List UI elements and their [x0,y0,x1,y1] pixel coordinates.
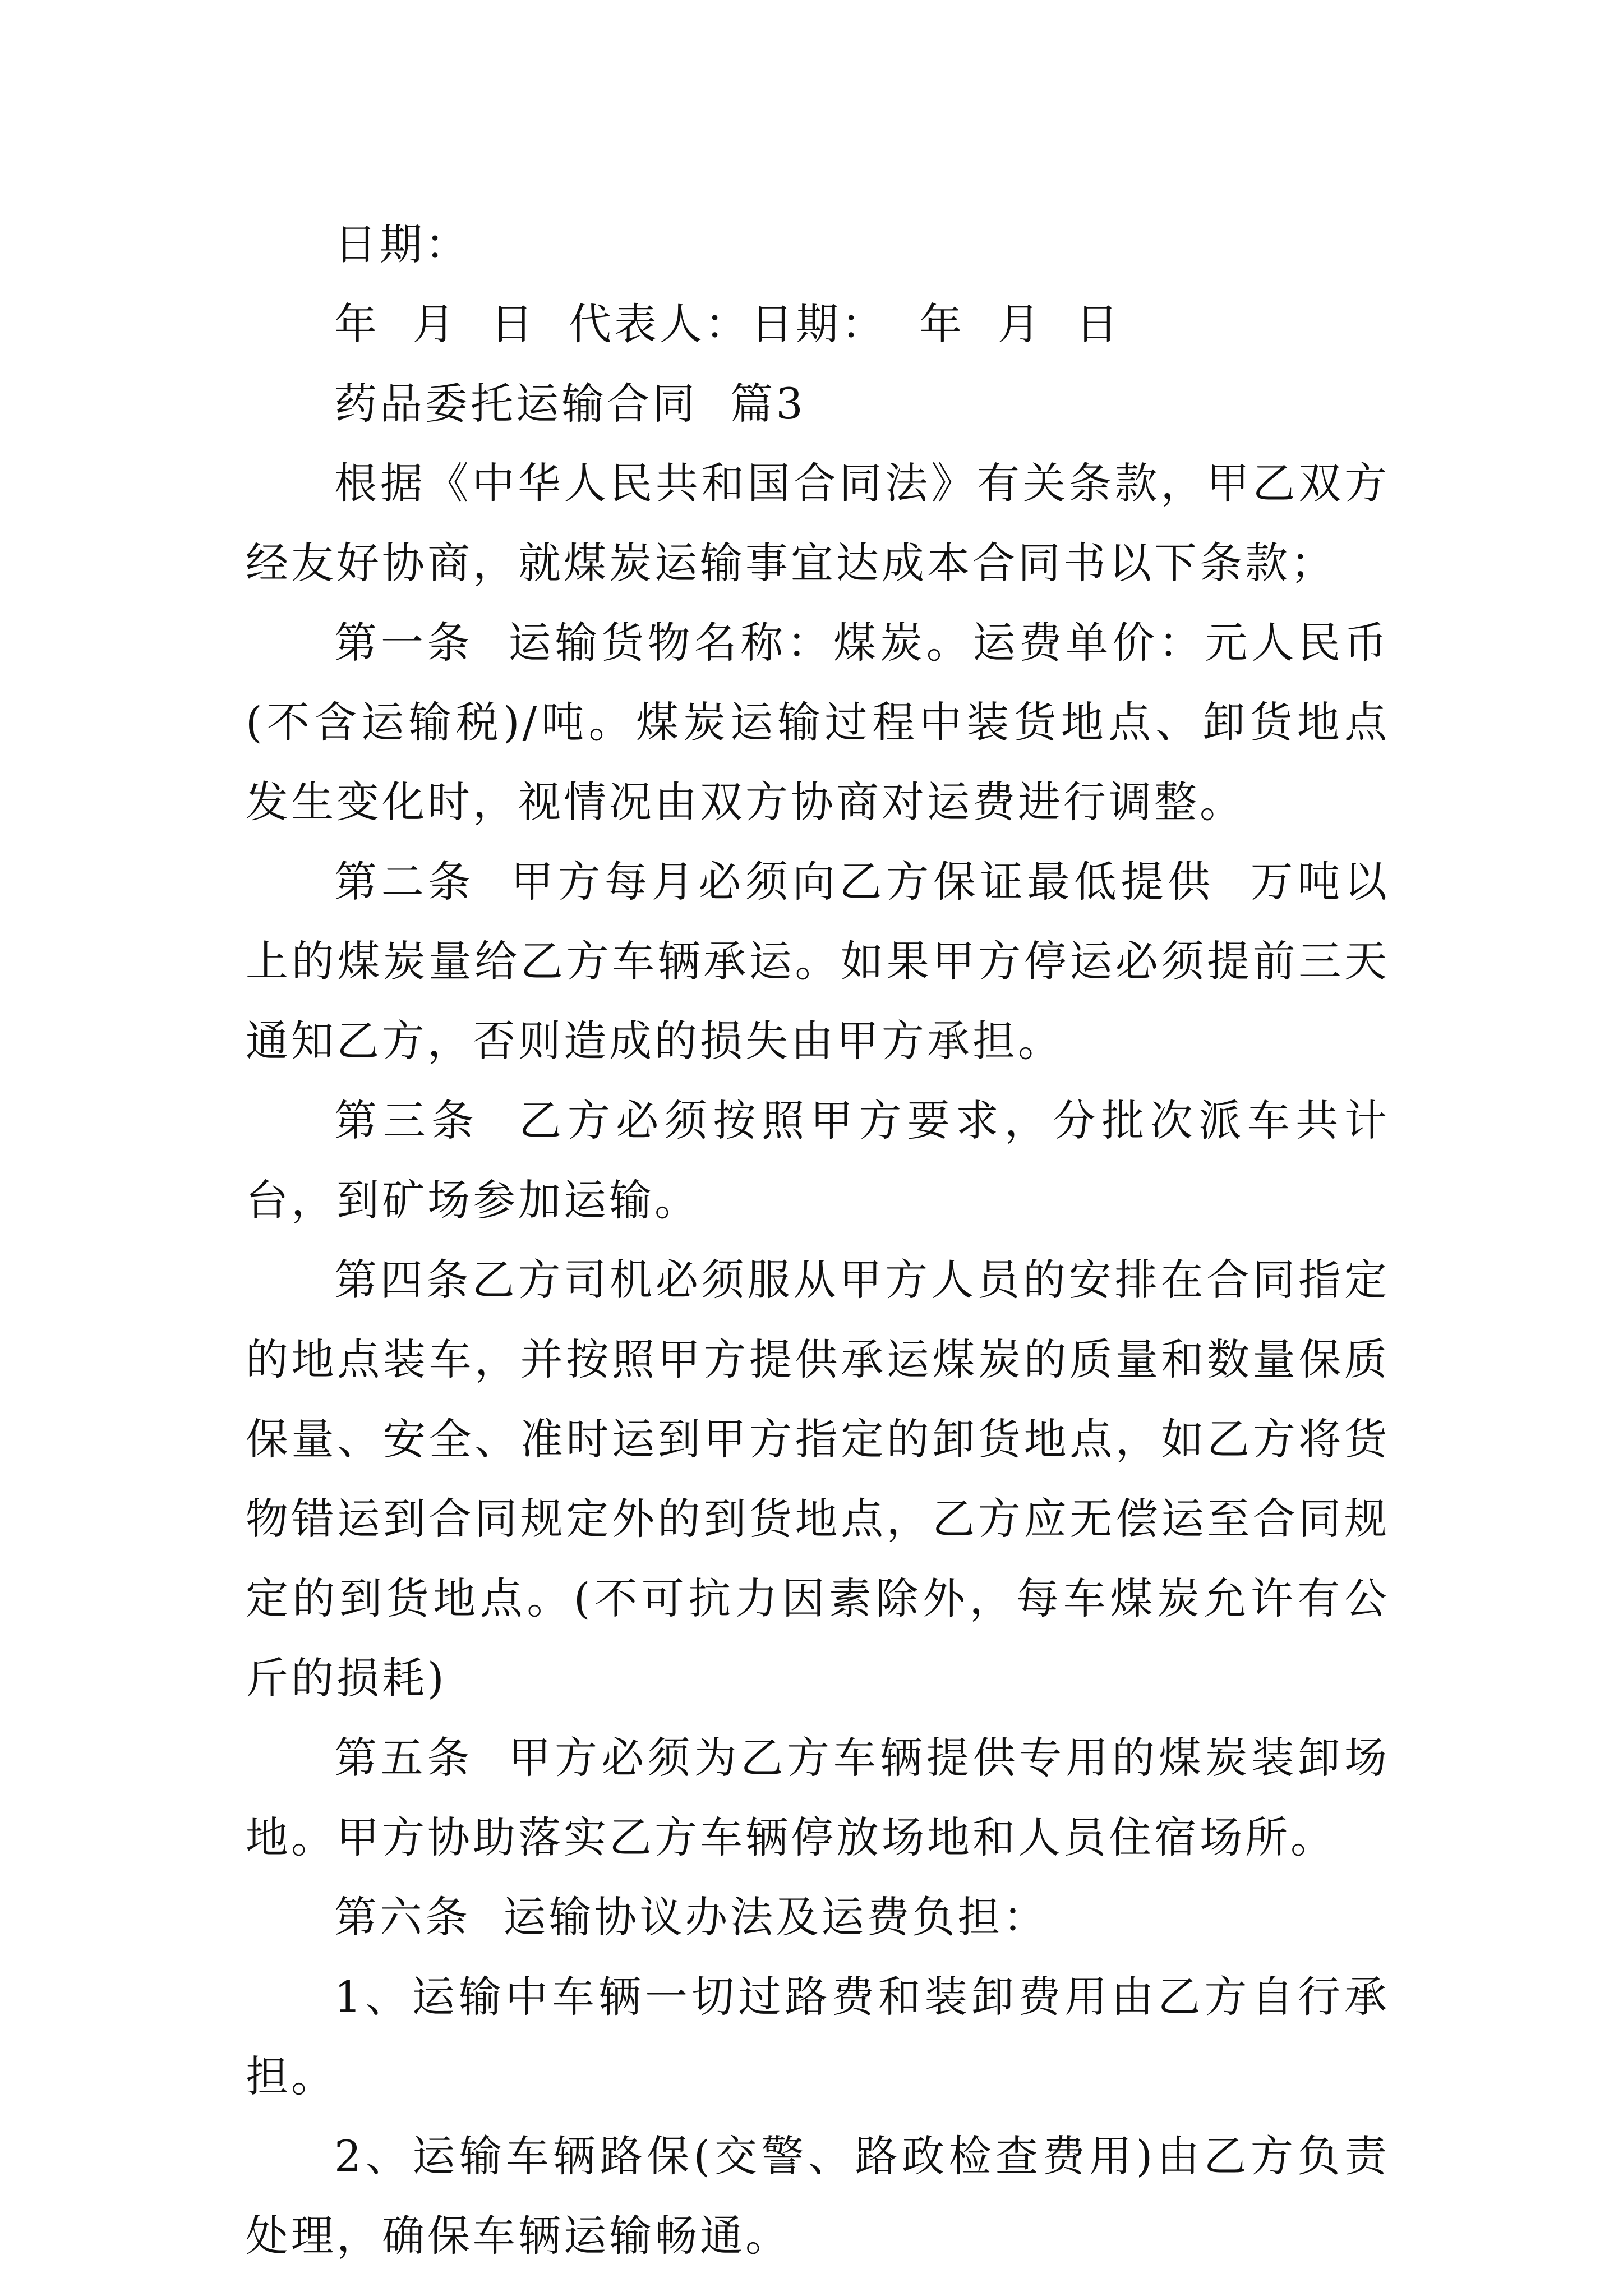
signature-line: 年 月 日 代表人：日期： 年 月 日 [334,299,1121,349]
article-1-paragraph: 第一条 运输货物名称：煤炭。运费单价：元人民币(不含运输税)/吨。煤炭运输过程中装货地点、卸货地点发生变化时，视情况由双方协商对运费进行调整。 [246,618,1390,827]
article-3-paragraph: 第三条 乙方必须按照甲方要求，分批次派车共计 台，到矿场参加运输。 [246,1096,1423,1225]
date-line: 日期： [334,219,471,269]
document-body [246,205,1423,2276]
preamble-paragraph: 根据《中华人民共和国合同法》有关条款，甲乙双方经友好协商，就煤炭运输事宜达成本合同书以下条款； [246,458,1390,588]
article-5-paragraph: 第五条 甲方必须为乙方车辆提供专用的煤炭装卸场地。甲方协助落实乙方车辆停放场地和人员住宿场所。 [246,1733,1390,1862]
article-6-item-1: 1、运输中车辆一切过路费和装卸费用由乙方自行承担。 [246,1972,1390,2101]
article-6-item-2: 2、运输车辆路保(交警、路政检查费用)由乙方负责处理，确保车辆运输畅通。 [246,2131,1390,2261]
section-heading: 药品委托运输合同 篇3 [334,379,806,429]
article-6-heading: 第六条 运输协议办法及运费负担： [334,1892,1049,1942]
article-4-paragraph: 第四条乙方司机必须服从甲方人员的安排在合同指定的地点装车，并按照甲方提供承运煤炭的质量和数量保质保量、安全、准时运到甲方指定的卸货地点，如乙方将货物错运到合同规定外的到货地点，乙方应无偿运至合同规定的到货地点。(不可抗力因素除外，每车煤炭允许有公斤的损耗) [246,1255,1390,1703]
article-2-paragraph: 第二条 甲方每月必须向乙方保证最低提供 万吨以上的煤炭量给乙方车辆承运。如果甲方停运必须提前三天通知乙方，否则造成的损失由甲方承担。 [246,857,1390,1066]
